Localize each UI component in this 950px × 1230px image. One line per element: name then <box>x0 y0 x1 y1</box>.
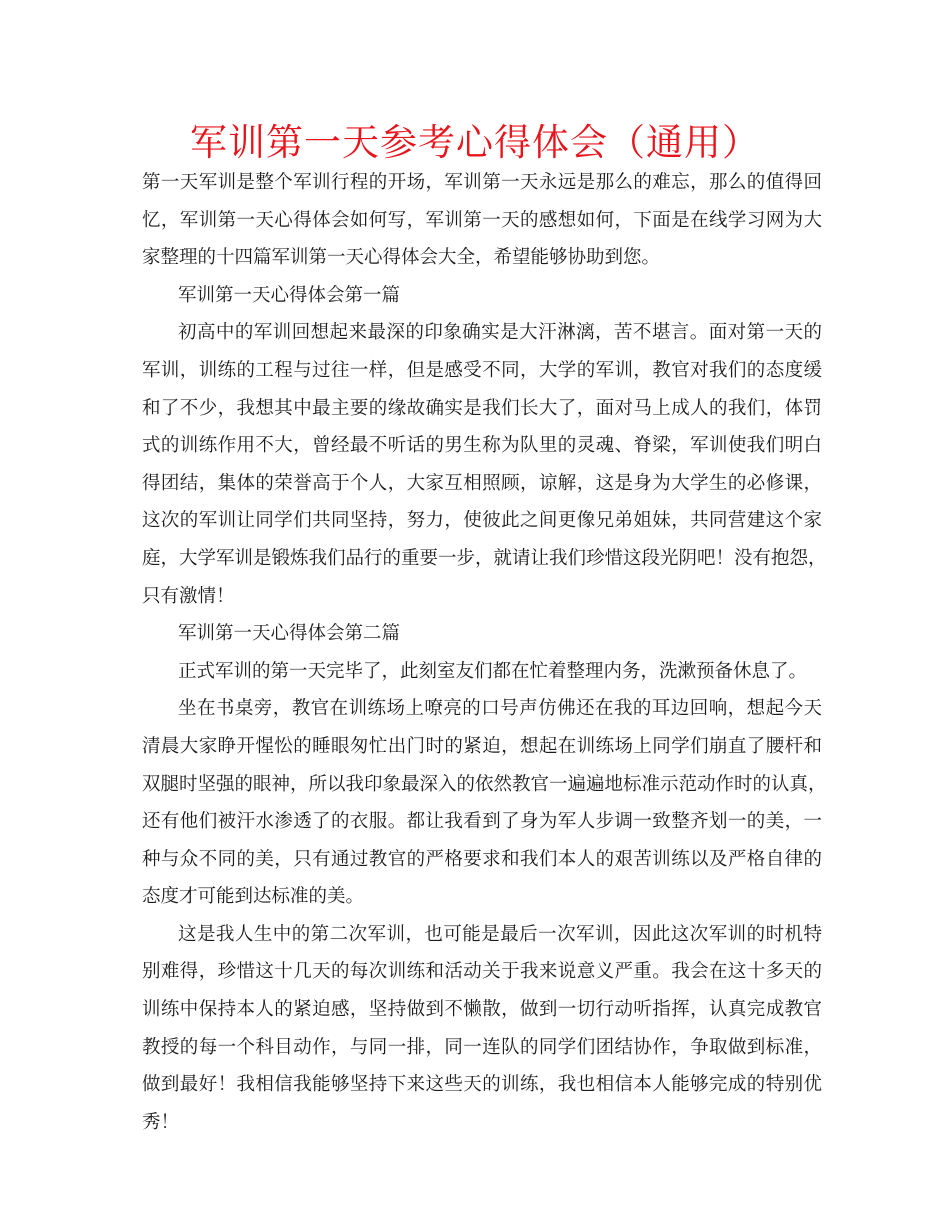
text-line: 种与众不同的美，只有通过教官的严格要求和我们本人的艰苦训练以及严格自律的 <box>142 848 822 870</box>
text-line: 双腿时坚强的眼神，所以我印象最深入的依然教官一遍遍地标准示范动作时的认真， <box>142 773 827 795</box>
text-line: 还有他们被汗水渗透了的衣服。都让我看到了身为军人步调一致整齐划一的美，一 <box>142 811 822 833</box>
text-line: 做到最好！我相信我能够坚持下来这些天的训练，我也相信本人能够完成的特别优 <box>142 1074 822 1096</box>
text-line: 态度才可能到达标准的美。 <box>142 886 365 908</box>
text-line: 这是我人生中的第二次军训，也可能是最后一次军训，因此这次军训的时机特 <box>178 923 822 945</box>
text-line: 秀！ <box>142 1111 180 1133</box>
text-line: 别难得，珍惜这十几天的每次训练和活动关于我来说意义严重。我会在这十多天的 <box>142 961 822 983</box>
text-line: 第一天军训是整个军训行程的开场，军训第一天永远是那么的难忘，那么的值得回 <box>142 172 822 193</box>
text-line: 军训第一天心得体会第二篇 <box>178 623 401 645</box>
text-line: 和了不少，我想其中最主要的缘故确实是我们长大了，面对马上成人的我们，体罚 <box>142 397 822 419</box>
text-line: 训练中保持本人的紧迫感，坚持做到不懒散，做到一切行动听指挥，认真完成教官 <box>142 999 822 1021</box>
text-line: 只有激情！ <box>142 585 235 607</box>
text-line: 军训，训练的工程与过往一样，但是感受不同，大学的军训，教官对我们的态度缓 <box>142 359 822 381</box>
text-line: 初高中的军训回想起来最深的印象确实是大汗淋漓，苦不堪言。面对第一天的 <box>178 322 822 344</box>
document-body <box>142 164 827 1141</box>
text-line: 清晨大家睁开惺忪的睡眼匆忙出门时的紧迫，想起在训练场上同学们崩直了腰杆和 <box>142 735 822 757</box>
document-title: 军训第一天参考心得体会（通用） <box>190 121 760 164</box>
text-line: 得团结，集体的荣誉高于个人，大家互相照顾，谅解，这是身为大学生的必修课， <box>142 472 822 494</box>
text-line: 正式军训的第一天完毕了，此刻室友们都在忙着整理内务，洗漱预备休息了。 <box>178 660 808 682</box>
text-line: 这次的军训让同学们共同坚持，努力，使彼此之间更像兄弟姐妹，共同营建这个家 <box>142 510 822 532</box>
text-line: 式的训练作用不大，曾经最不听话的男生称为队里的灵魂、脊梁，军训使我们明白 <box>142 435 822 457</box>
text-line: 坐在书桌旁，教官在训练场上嘹亮的口号声仿佛还在我的耳边回响，想起今天 <box>178 698 822 720</box>
text-line: 忆，军训第一天心得体会如何写，军训第一天的感想如何，下面是在线学习网为大 <box>142 209 822 231</box>
text-line: 家整理的十四篇军训第一天心得体会大全，希望能够协助到您。 <box>142 247 661 269</box>
text-line: 军训第一天心得体会第一篇 <box>178 284 401 306</box>
text-line: 教授的每一个科目动作，与同一排，同一连队的同学们团结协作，争取做到标准， <box>142 1036 822 1058</box>
text-line: 庭，大学军训是锻炼我们品行的重要一步，就请让我们珍惜这段光阴吧！没有抱怨， <box>142 547 827 569</box>
